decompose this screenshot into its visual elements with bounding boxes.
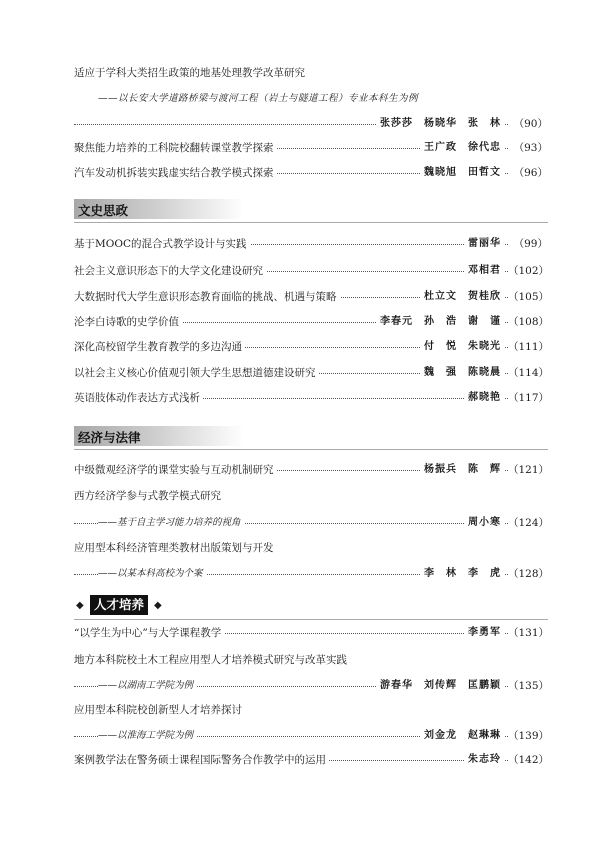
toc-entry-page: （93） (508, 139, 548, 157)
toc-entry[interactable] (74, 313, 548, 331)
toc-entry-page: （108） (508, 313, 548, 331)
toc-entry-authors: 李春元 孙 浩 谢 谨 (377, 313, 504, 331)
toc-entry-title: 基于MOOC的混合式教学设计与实践 (74, 235, 250, 253)
toc-entry-title: 案例教学法在警务硕士课程国际警务合作教学中的运用 (74, 751, 329, 769)
toc-entry-authors: 王广政 徐代忠 (421, 139, 504, 157)
section-divider (74, 619, 548, 620)
toc-entry-title: 应用型本科院校创新型人才培养探讨 (74, 704, 242, 716)
toc-entry-subtitle: ——基于自主学习能力培养的视角 (98, 514, 244, 532)
toc-entry-authors: 李勇军 (465, 624, 504, 642)
toc-entry[interactable] (74, 514, 548, 532)
toc-entry-subtitle: ——以某本科高校为个案 (98, 565, 206, 583)
toc-entry-title: 大数据时代大学生意识形态教育面临的挑战、机遇与策略 (74, 288, 340, 306)
section-header-culture (74, 199, 244, 219)
toc-entry-page: （105） (508, 288, 548, 306)
diamond-icon: ◆ (154, 600, 162, 611)
diamond-icon: ◆ (76, 600, 84, 611)
toc-entry-authors: 游春华 刘传辉 匡鹏颖 (377, 677, 504, 695)
section-divider (74, 222, 548, 223)
toc-entry-authors: 邓相君 (465, 262, 504, 280)
toc-entry-page: （114） (508, 364, 548, 382)
toc-entry-authors: 刘金龙 赵琳琳 (421, 727, 504, 745)
toc-entry[interactable] (74, 677, 548, 695)
toc-entry-title: 英语肢体动作表达方式浅析 (74, 389, 203, 407)
toc-entry-authors: 雷丽华 (465, 235, 504, 253)
toc-entry-page: （124） (508, 514, 548, 532)
toc-entry[interactable] (74, 624, 548, 642)
toc-entry-subtitle: ——以淮海工学院为例 (98, 727, 196, 745)
toc-entry-page: （139） (508, 727, 548, 745)
toc-entry-subtitle: ——以长安大学道路桥梁与渡河工程（岩土与隧道工程）专业本科生为例 (98, 93, 419, 104)
toc-entry-title: 社会主义意识形态下的大学文化建设研究 (74, 262, 266, 280)
toc-entry[interactable] (74, 338, 548, 356)
section-divider (74, 449, 548, 450)
section-title: 文史思政 (78, 203, 129, 218)
toc-entry-authors: 杜立文 贺桂欣 (421, 288, 504, 306)
toc-entry-page: （117） (508, 389, 548, 407)
toc-entry-authors: 李 林 李 虎 (421, 565, 504, 583)
toc-entry-authors: 朱志玲 (465, 751, 504, 769)
toc-entry-page: （90） (508, 115, 548, 133)
toc-entry[interactable] (74, 235, 548, 253)
toc-entry-title: 深化高校留学生教育教学的多边沟通 (74, 338, 245, 356)
toc-entry[interactable] (74, 565, 548, 583)
toc-entry-page: （96） (508, 164, 548, 182)
toc-entry-page: （131） (508, 624, 548, 642)
toc-entry-page: （99） (508, 235, 548, 253)
toc-entry[interactable] (74, 389, 548, 407)
toc-entry-authors: 周小寒 (465, 514, 504, 532)
toc-entry[interactable] (74, 262, 548, 280)
toc-entry[interactable] (74, 288, 548, 306)
section-title: 人才培养 (90, 595, 148, 615)
toc-entry[interactable] (74, 727, 548, 745)
toc-entry-title: 聚焦能力培养的工科院校翻转课堂教学探索 (74, 139, 277, 157)
toc-entry[interactable] (74, 461, 548, 479)
section-header-talent (74, 595, 174, 615)
toc-entry-title: 沦李白诗歌的史学价值 (74, 313, 182, 331)
toc-entry[interactable] (74, 164, 548, 182)
toc-entry-title: 以社会主义核心价值观引领大学生思想道德建设研究 (74, 364, 319, 382)
toc-entry-subtitle: ——以湖南工学院为例 (98, 677, 196, 695)
toc-entry-title: 汽车发动机拆装实践虚实结合教学模式探索 (74, 164, 277, 182)
toc-entry-title: 应用型本科经济管理类教材出版策划与开发 (74, 542, 274, 554)
toc-entry-authors: 魏晓旭 田哲文 (421, 164, 504, 182)
toc-entry-page: （128） (508, 565, 548, 583)
toc-entry-title: 中级微观经济学的课堂实验与互动机制研究 (74, 461, 277, 479)
toc-entry[interactable] (74, 115, 548, 133)
toc-entry-authors: 张莎莎 杨晓华 张 林 (377, 115, 504, 133)
toc-entry-page: （111） (508, 338, 548, 356)
section-header-economics-law (74, 426, 244, 446)
toc-entry-authors: 郝晓艳 (465, 389, 504, 407)
toc-entry-page: （142） (508, 751, 548, 769)
toc-entry-page: （121） (508, 461, 548, 479)
toc-entry[interactable] (74, 364, 548, 382)
toc-entry-authors: 杨振兵 陈 辉 (421, 461, 504, 479)
toc-entry[interactable] (74, 139, 548, 157)
toc-entry-authors: 付 悦 朱晓光 (421, 338, 504, 356)
toc-entry[interactable] (74, 751, 548, 769)
toc-entry-page: （135） (508, 677, 548, 695)
toc-entry-title: 西方经济学参与式教学模式研究 (74, 490, 221, 502)
toc-entry-title: “以学生为中心”与大学课程教学 (74, 624, 224, 642)
toc-entry-page: （102） (508, 262, 548, 280)
toc-entry-authors: 魏 强 陈晓晨 (421, 364, 504, 382)
section-title: 经济与法律 (78, 430, 141, 445)
toc-entry-title: 地方本科院校土木工程应用型人才培养模式研究与改革实践 (74, 654, 347, 666)
toc-entry-title: 适应于学科大类招生政策的地基处理教学改革研究 (74, 67, 305, 79)
